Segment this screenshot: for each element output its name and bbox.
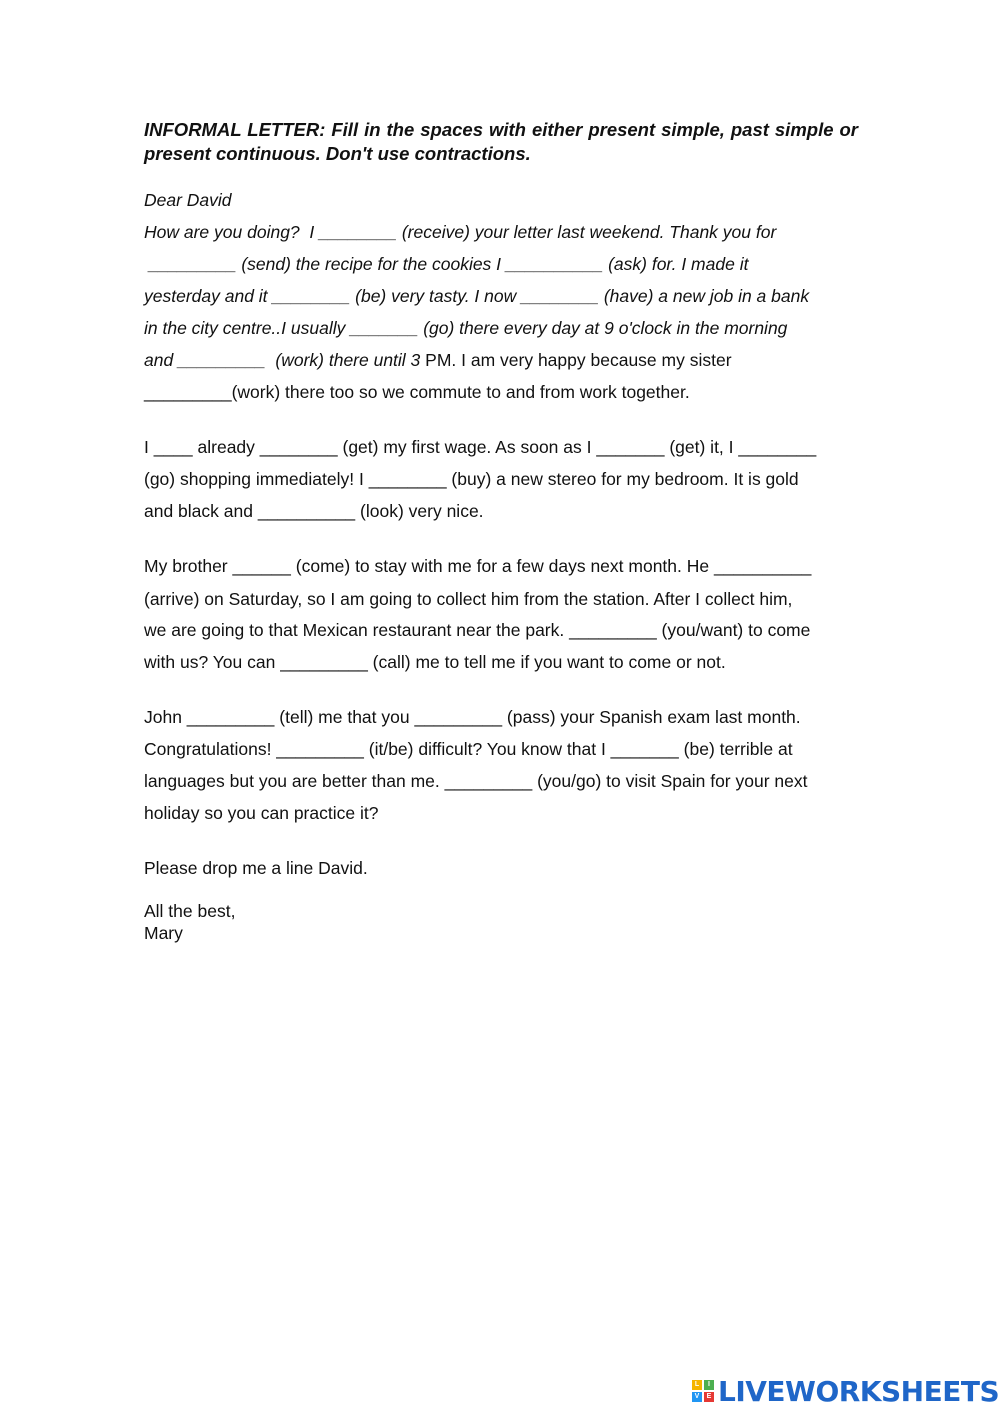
- paragraph-3-line-1: My brother ______ (come) to stay with me for a few days next month. He __________: [144, 556, 812, 576]
- paragraph-1-line-5: [144, 349, 732, 371]
- paragraph-1-line-5-regular: PM. I am very happy because my sister: [420, 350, 732, 370]
- paragraph-3-line-4: with us? You can _________ (call) me to tell me if you want to come or not.: [144, 652, 726, 672]
- signature-name: Mary: [144, 923, 183, 943]
- paragraph-1-line-2: _________ (send) the recipe for the cookies I __________ (ask) for. I made it: [144, 254, 749, 274]
- paragraph-1-line-4: in the city centre..I usually _______ (go) there every day at 9 o'clock in the morning: [144, 318, 788, 338]
- paragraph-4-line-1: John _________ (tell) me that you _________ (pass) your Spanish exam last month.: [144, 707, 801, 727]
- worksheet-instructions: INFORMAL LETTER: Fill in the spaces with either present simple, past simple or present continuous. Don't use contractions.: [144, 119, 858, 164]
- paragraph-1-line-6: _________(work) there too so we commute to and from work together.: [144, 382, 690, 402]
- closing-line: Please drop me a line David.: [144, 858, 368, 878]
- paragraph-1-line-3: yesterday and it ________ (be) very tasty. I now ________ (have) a new job in a bank: [144, 286, 810, 306]
- logo-mark-v: V: [692, 1392, 702, 1402]
- logo-mark-e: E: [704, 1392, 714, 1402]
- logo-mark-l: L: [692, 1380, 702, 1390]
- liveworksheets-logo-text: LIVEWORKSHEETS: [718, 1374, 1000, 1408]
- paragraph-4-line-3: languages but you are better than me. _________ (you/go) to visit Spain for your next: [144, 771, 808, 791]
- paragraph-1-line-5-italic: and _________ (work) there until 3: [144, 350, 421, 370]
- letter-greeting: Dear David: [144, 190, 232, 210]
- paragraph-3-line-2: (arrive) on Saturday, so I am going to collect him from the station. After I collect him,: [144, 589, 793, 609]
- logo-mark-i: I: [704, 1380, 714, 1390]
- signoff: All the best,: [144, 901, 236, 921]
- liveworksheets-logo-icon: [692, 1380, 714, 1402]
- paragraph-1-line-1: How are you doing? I ________ (receive) your letter last weekend. Thank you for: [144, 222, 777, 242]
- paragraph-2-line-1: I ____ already ________ (get) my first wage. As soon as I _______ (get) it, I ________: [144, 437, 817, 457]
- paragraph-4-line-2: Congratulations! _________ (it/be) difficult? You know that I _______ (be) terrible at: [144, 739, 793, 759]
- paragraph-3-line-3: we are going to that Mexican restaurant near the park. _________ (you/want) to come: [144, 620, 811, 640]
- paragraph-2-line-3: and black and __________ (look) very nice.: [144, 501, 484, 521]
- paragraph-4-line-4: holiday so you can practice it?: [144, 803, 379, 823]
- paragraph-2-line-2: (go) shopping immediately! I ________ (buy) a new stereo for my bedroom. It is gold: [144, 469, 799, 489]
- liveworksheets-logo: [692, 1376, 999, 1406]
